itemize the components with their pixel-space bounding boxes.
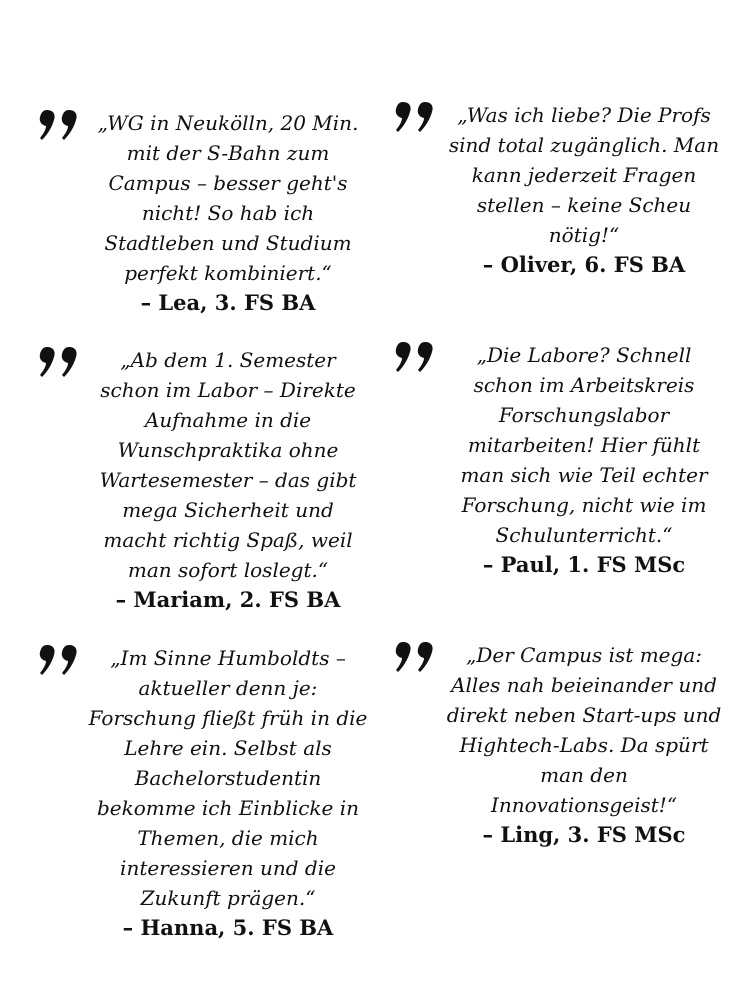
testimonial-quote: „Der Campus ist mega: Alles nah beieinander und direkt neben Start-ups und Hightech-Labs. Da spürt man den Innovationsgeist!“ xyxy=(446,643,722,817)
testimonial-author: – Paul, 1. FS MSc xyxy=(482,552,686,577)
testimonial-quote: „WG in Neukölln, 20 Min. mit der S-Bahn zum Campus – besser geht's nicht! So hab ich Stadtleben und Studium perfekt kombiniert.“ xyxy=(97,111,359,285)
testimonial-author: – Mariam, 2. FS BA xyxy=(115,587,341,612)
testimonial-author: – Lea, 3. FS BA xyxy=(140,290,316,315)
quote-mark-icon xyxy=(394,100,440,134)
testimonial-quote: „Im Sinne Humboldts – aktueller denn je: Forschung fließt früh in die Lehre ein. Selbst als Bachelorstudentin bekomme ich Einblicke in Themen, die mich interessieren und die Zukunft prägen.“ xyxy=(88,646,368,910)
quote-mark-icon xyxy=(38,345,84,379)
quote-mark-icon xyxy=(38,108,84,142)
testimonial-author: – Hanna, 5. FS BA xyxy=(122,915,334,940)
testimonial-card-hanna xyxy=(38,643,368,943)
testimonial-quote: „Was ich liebe? Die Profs sind total zugänglich. Man kann jederzeit Fragen stellen – keine Scheu nötig!“ xyxy=(448,103,720,247)
testimonial-card-mariam xyxy=(38,345,368,615)
quote-mark-icon xyxy=(394,640,440,674)
quote-mark-icon xyxy=(38,643,84,677)
testimonial-card-paul xyxy=(394,340,724,580)
testimonial-author: – Ling, 3. FS MSc xyxy=(482,822,686,847)
testimonial-card-oliver xyxy=(394,100,724,280)
testimonial-quote: „Die Labore? Schnell schon im Arbeitskreis Forschungslabor mitarbeiten! Hier fühlt man sich wie Teil echter Forschung, nicht wie im Schulunterricht.“ xyxy=(460,343,708,547)
testimonial-card-lea xyxy=(38,108,368,318)
testimonial-quote: „Ab dem 1. Semester schon im Labor – Direkte Aufnahme in die Wunschpraktika ohne Wartesemester – das gibt mega Sicherheit und macht richtig Spaß, weil man sofort loslegt.“ xyxy=(99,348,357,582)
quote-mark-icon xyxy=(394,340,440,374)
testimonial-author: – Oliver, 6. FS BA xyxy=(482,252,686,277)
testimonial-card-ling xyxy=(394,640,724,850)
